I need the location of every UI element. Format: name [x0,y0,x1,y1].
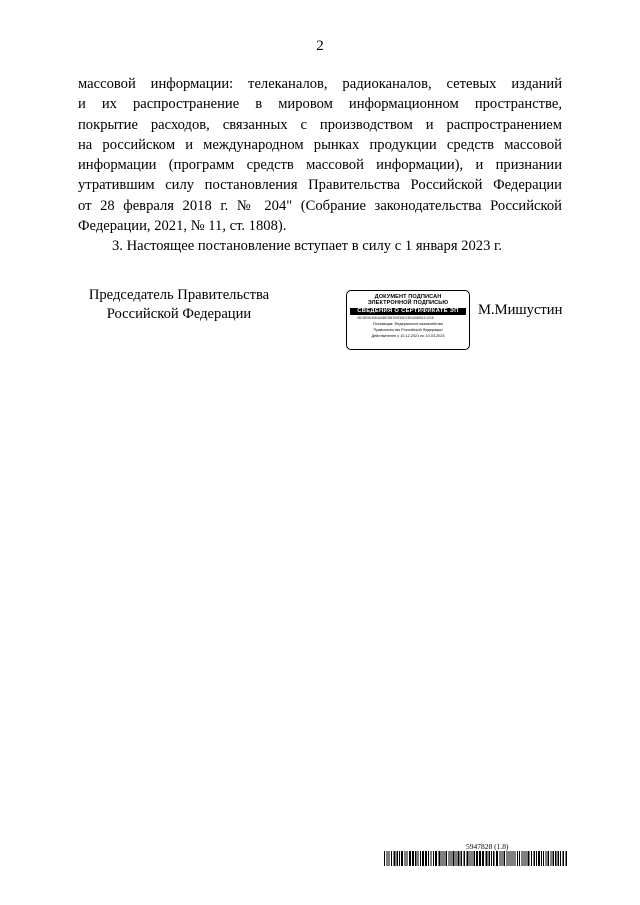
stamp-certificate-bar: СВЕДЕНИЯ О СЕРТИФИКАТЕ ЭП [350,308,466,316]
stamp-validity: Действителен с 10.12.2021 по 10.03.2023 [371,334,445,339]
electronic-signature-stamp [346,290,470,350]
signer-name: М.Мишустин [478,302,563,318]
barcode-icon [384,851,567,866]
signatory-title-line2: Российской Федерации [106,306,252,322]
stamp-serial: 4DC8E5D45D4A0BE386760E81E33E44488519-2018 [357,316,434,321]
stamp-line1: ДОКУМЕНТ ПОДПИСАН [374,294,442,300]
text-line: и их распространение в мировом информационном пространстве, [78,96,562,113]
page-number: 2 [316,38,324,54]
document-code: 5947828 (1.8) [466,842,509,851]
stamp-issuer: Поставщик: Федеральное казначейство [372,322,444,327]
signatory-title [79,286,279,324]
text-line: информации (программ средств массовой информации), и признании [78,157,562,174]
signatory-title-line1: Председатель Правительства [88,287,270,303]
text-line: покрытие расходов, связанных с производством и распространением [78,116,562,133]
text-line: на российском и международном рынках продукции средств массовой [78,136,562,153]
body-text [78,74,562,257]
text-line: массовой информации: телеканалов, радиоканалов, сетевых изданий [78,76,562,92]
text-line: Федерации, 2021, № 11, ст. 1808). [78,218,287,235]
paragraph-effective-date: 3. Настоящее постановление вступает в силу с 1 января 2023 г. [112,238,502,255]
stamp-owner: Правительство Российской Федерации [373,328,443,333]
stamp-line2: ЭЛЕКТРОННОЙ ПОДПИСЬЮ [367,300,449,307]
text-line: утратившим силу постановления Правительства Российской Федерации [78,177,562,194]
text-line: от 28 февраля 2018 г. № 204" (Собрание законодательства Российской [78,197,562,214]
